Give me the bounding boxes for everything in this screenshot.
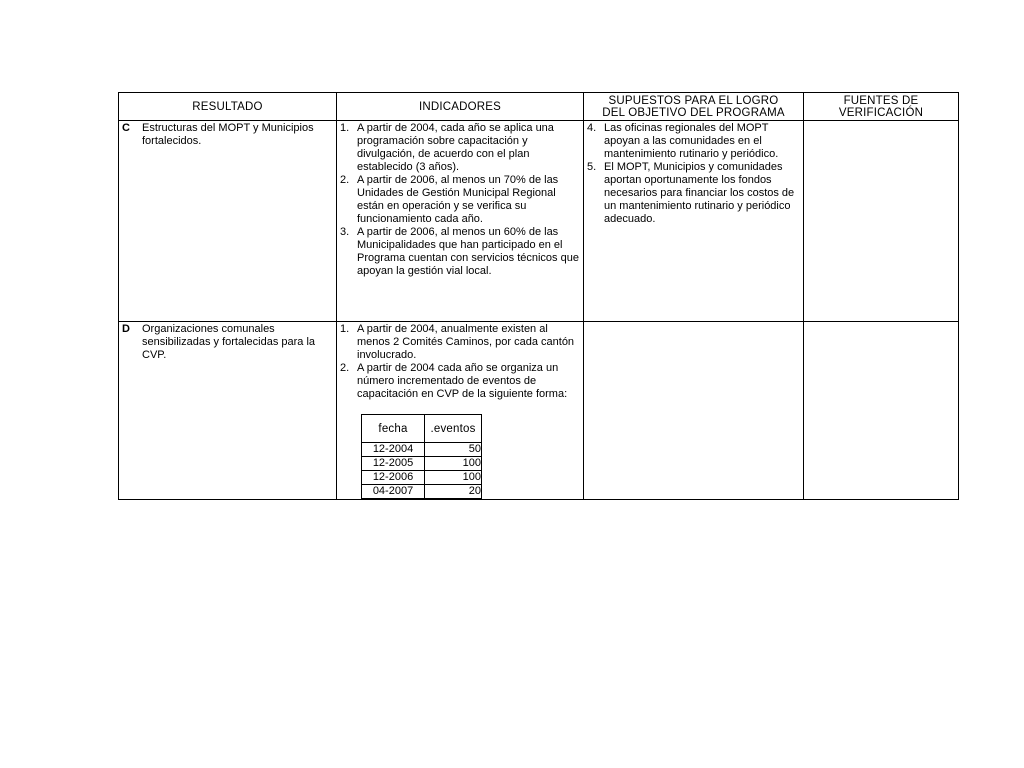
table-row [362,443,482,457]
item-number: 3. [340,226,350,238]
table-row [362,457,482,471]
eventos-header-eventos: .eventos [425,415,482,443]
row-letter-d: D [122,323,130,335]
item-number: 2. [340,174,350,186]
header-fuentes [804,93,959,121]
eventos-fecha: 12-2006 [362,471,425,485]
header-supuestos-line2: DEL OBJETIVO DEL PROGRAMA [602,106,785,119]
eventos-count: 20 [425,485,482,499]
header-resultado [119,93,337,121]
resultado-text-d: Organizaciones comunales sensibilizadas y fortalecidas para la CVP. [142,323,316,361]
header-supuestos-line1: SUPUESTOS PARA EL LOGRO [608,94,779,107]
item-number: 5. [587,161,597,173]
table-row-c [119,121,959,322]
item-number: 2. [340,362,350,374]
eventos-fecha: 04-2007 [362,485,425,499]
list-item [340,174,579,226]
item-text: A partir de 2004, anualmente existen al menos 2 Comités Caminos, por cada cantón involucrado. [357,323,575,361]
cell-indicadores-c [337,121,584,322]
cell-supuestos-c [584,121,804,322]
list-item [340,323,579,362]
cell-indicadores-d [337,322,584,500]
eventos-header-row [362,415,482,443]
eventos-table [361,414,482,499]
item-text: A partir de 2006, al menos un 60% de las Municipalidades que han participado en el Programa cuentan con servicios técnicos que apoyan la gestión vial local. [357,226,579,277]
header-indicadores [337,93,584,121]
table-header-row [119,93,959,121]
item-text: A partir de 2004 cada año se organiza un número incrementado de eventos de capacitación en CVP de la siguiente forma: [357,362,568,400]
supuestos-list-c [584,121,803,226]
header-resultado-label: RESULTADO [192,100,263,113]
logical-framework-table [118,92,959,500]
item-text: Las oficinas regionales del MOPT apoyan a las comunidades en el mantenimiento rutinario y periódico. [604,122,779,160]
indicadores-list-d [337,322,583,401]
list-item [587,122,799,161]
eventos-count: 100 [425,457,482,471]
cell-fuentes-d [804,322,959,500]
header-fuentes-line2: VERIFICACIÓN [838,106,924,119]
eventos-fecha: 12-2004 [362,443,425,457]
list-item [587,161,799,226]
table-row-d [119,322,959,500]
item-number: 4. [587,122,597,134]
resultado-text-c: Estructuras del MOPT y Municipios fortalecidos. [142,122,314,147]
header-indicadores-label: INDICADORES [418,100,502,113]
eventos-count: 100 [425,471,482,485]
item-number: 1. [340,323,350,335]
row-letter-c: C [122,122,130,134]
header-fuentes-line1: FUENTES DE [843,94,919,107]
eventos-header-fecha: fecha [362,415,425,443]
item-text: A partir de 2006, al menos un 70% de las Unidades de Gestión Municipal Regional están en operación y se verifica su funcionamiento cada año. [357,174,559,225]
cell-fuentes-c [804,121,959,322]
item-text: El MOPT, Municipios y comunidades aportan oportunamente los fondos necesarios para financiar los costos de un mantenimiento rutinario y periódico adecuado. [604,161,795,225]
list-item [340,122,579,174]
indicadores-list-c [337,121,583,278]
header-supuestos [584,93,804,121]
list-item [340,226,579,278]
cell-supuestos-d [584,322,804,500]
cell-resultado-d [119,322,337,500]
list-item [340,362,579,401]
table-row [362,485,482,499]
cell-resultado-c [119,121,337,322]
item-number: 1. [340,122,350,134]
eventos-count: 50 [425,443,482,457]
table-row [362,471,482,485]
eventos-fecha: 12-2005 [362,457,425,471]
item-text: A partir de 2004, cada año se aplica una programación sobre capacitación y divulgación, de acuerdo con el plan establecido (3 años). [357,122,554,173]
